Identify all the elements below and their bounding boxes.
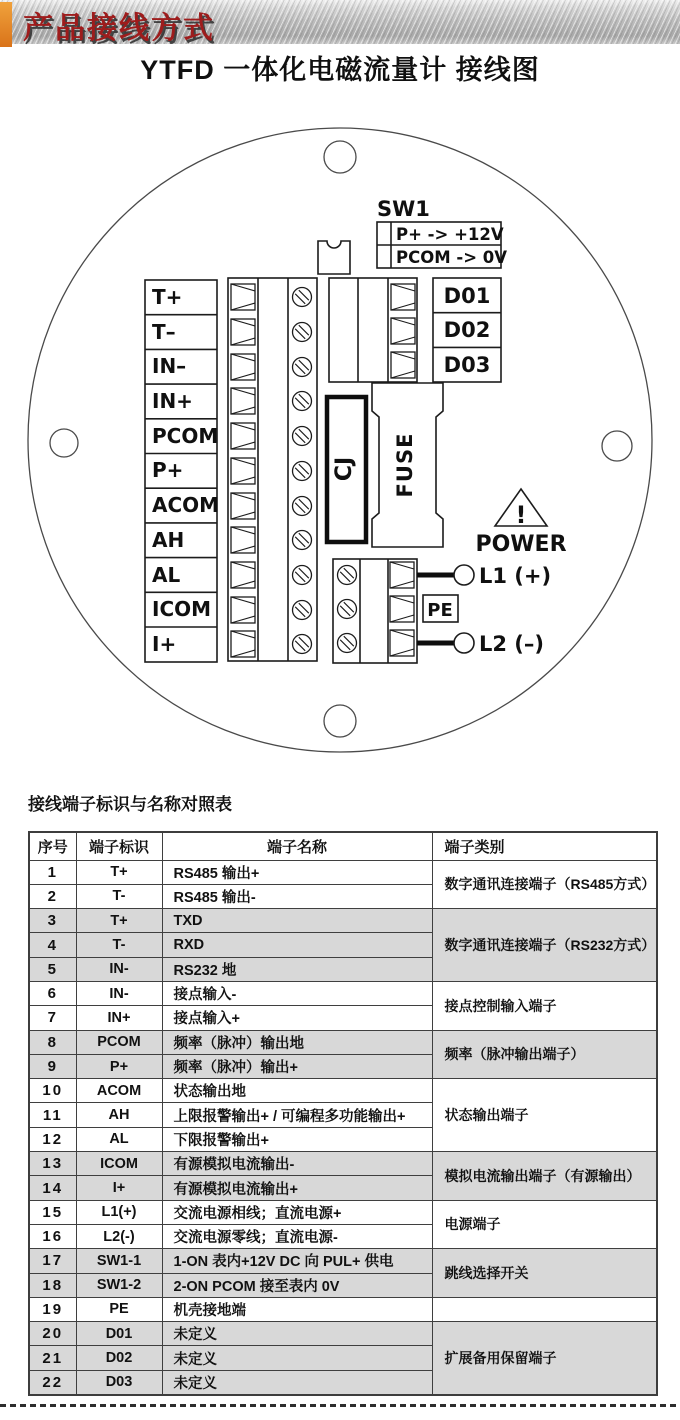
cell-no: 20 xyxy=(29,1322,76,1346)
cell-name: 未定义 xyxy=(162,1322,432,1346)
mounting-hole-right xyxy=(602,431,632,461)
cell-category: 数字通讯连接端子（RS485方式） xyxy=(432,860,657,909)
cell-no: 11 xyxy=(29,1103,76,1127)
screw-icon xyxy=(293,497,312,516)
cell-name: 有源模拟电流输出- xyxy=(162,1152,432,1176)
clamp-icon xyxy=(391,318,415,344)
cell-name: 未定义 xyxy=(162,1370,432,1394)
cell-name: 未定义 xyxy=(162,1346,432,1370)
cell-no: 22 xyxy=(29,1370,76,1394)
table-row xyxy=(29,1322,657,1346)
cell-name: 1-ON 表内+12V DC 向 PUL+ 供电 xyxy=(162,1249,432,1273)
screw-icon xyxy=(293,566,312,585)
l2-label: L2 (–) xyxy=(479,632,544,656)
cell-no: 5 xyxy=(29,957,76,981)
cell-id: L2(-) xyxy=(76,1224,162,1248)
terminal-label: PCOM xyxy=(152,424,219,448)
cell-id: D01 xyxy=(76,1322,162,1346)
clamp-icon xyxy=(231,423,255,449)
cell-id: SW1-2 xyxy=(76,1273,162,1297)
cell-name: 状态输出地 xyxy=(162,1079,432,1103)
cell-no: 8 xyxy=(29,1030,76,1054)
cell-name: RS485 输出- xyxy=(162,884,432,908)
screw-icon xyxy=(338,600,357,619)
terminal-label: IN– xyxy=(152,354,187,378)
cell-id: PCOM xyxy=(76,1030,162,1054)
screw-icon xyxy=(293,635,312,654)
terminal-label: AL xyxy=(152,563,181,587)
l2-wire-terminal xyxy=(454,633,474,653)
terminal-label: AH xyxy=(152,528,185,552)
mounting-hole-top xyxy=(324,141,356,173)
clamp-icon xyxy=(231,597,255,623)
cell-name: 交流电源零线；直流电源- xyxy=(162,1224,432,1248)
terminal-label: T– xyxy=(152,320,176,344)
clamp-icon xyxy=(231,319,255,345)
cell-id: T+ xyxy=(76,860,162,884)
cell-id: PE xyxy=(76,1297,162,1321)
table-row xyxy=(29,909,657,933)
cell-id: AH xyxy=(76,1103,162,1127)
terminal-label: P+ xyxy=(152,458,184,482)
cell-no: 6 xyxy=(29,981,76,1005)
cell-no: 16 xyxy=(29,1224,76,1248)
cell-no: 21 xyxy=(29,1346,76,1370)
cell-no: 19 xyxy=(29,1297,76,1321)
warning-exclamation: ! xyxy=(515,501,527,529)
mounting-hole-bottom xyxy=(324,705,356,737)
l1-wire-terminal xyxy=(454,565,474,585)
cell-no: 12 xyxy=(29,1127,76,1151)
cell-name: 下限报警输出+ xyxy=(162,1127,432,1151)
cell-name: 交流电源相线；直流电源+ xyxy=(162,1200,432,1224)
terminal-table xyxy=(28,831,658,1396)
page-title: YTFD 一体化电磁流量计 接线图 xyxy=(140,55,540,85)
cell-id: IN- xyxy=(76,981,162,1005)
cell-id: D03 xyxy=(76,1370,162,1394)
cell-id: L1(+) xyxy=(76,1200,162,1224)
cj-label: CJ xyxy=(332,456,357,482)
clamp-icon xyxy=(231,562,255,588)
cell-name: 频率（脉冲）输出+ xyxy=(162,1054,432,1078)
table-row xyxy=(29,1079,657,1103)
sw1-row2-label: PCOM -> 0V xyxy=(396,248,508,267)
cell-category: 扩展备用保留端子 xyxy=(432,1322,657,1395)
cell-no: 9 xyxy=(29,1054,76,1078)
clamp-icon xyxy=(231,527,255,553)
cell-no: 1 xyxy=(29,860,76,884)
cell-category: 接点控制输入端子 xyxy=(432,981,657,1030)
power-label: POWER xyxy=(475,532,567,557)
cell-category: 电源端子 xyxy=(432,1200,657,1249)
cell-id: I+ xyxy=(76,1176,162,1200)
clamp-icon xyxy=(231,458,255,484)
terminal-label: IN+ xyxy=(152,389,193,413)
clamp-icon xyxy=(391,352,415,378)
col-header-id: 端子标识 xyxy=(76,832,162,860)
table-row xyxy=(29,981,657,1005)
terminal-label: ACOM xyxy=(152,493,220,517)
cell-id: IN+ xyxy=(76,1006,162,1030)
screw-icon xyxy=(293,288,312,307)
cell-name: TXD xyxy=(162,909,432,933)
cell-no: 7 xyxy=(29,1006,76,1030)
cell-no: 14 xyxy=(29,1176,76,1200)
sw1-row1-label: P+ -> +12V xyxy=(396,225,504,244)
terminal-label: ICOM xyxy=(152,597,212,621)
cell-name: RS485 输出+ xyxy=(162,860,432,884)
terminal-label: D02 xyxy=(443,318,491,342)
screw-icon xyxy=(293,601,312,620)
screw-icon xyxy=(338,566,357,585)
screw-icon xyxy=(293,427,312,446)
clamp-icon xyxy=(391,284,415,310)
cell-name: RS232 地 xyxy=(162,957,432,981)
table-row xyxy=(29,860,657,884)
cell-name: 接点输入- xyxy=(162,981,432,1005)
jumper-component xyxy=(318,241,350,274)
l1-label: L1 (+) xyxy=(479,564,552,588)
cell-no: 17 xyxy=(29,1249,76,1273)
cell-category: 跳线选择开关 xyxy=(432,1249,657,1298)
cell-name: 有源模拟电流输出+ xyxy=(162,1176,432,1200)
cell-no: 3 xyxy=(29,909,76,933)
cell-name: 频率（脉冲）输出地 xyxy=(162,1030,432,1054)
terminal-label: I+ xyxy=(152,632,177,656)
cell-no: 4 xyxy=(29,933,76,957)
clamp-icon xyxy=(231,354,255,380)
pe-label: PE xyxy=(427,600,453,621)
screw-icon xyxy=(338,634,357,653)
sw1-title: SW1 xyxy=(377,197,430,221)
clamp-icon xyxy=(231,631,255,657)
clamp-icon xyxy=(390,630,414,656)
fuse-label: FUSE xyxy=(393,432,417,498)
col-header-category: 端子类别 xyxy=(432,832,657,860)
cell-id: T- xyxy=(76,884,162,908)
cell-no: 15 xyxy=(29,1200,76,1224)
clamp-icon xyxy=(231,493,255,519)
cell-no: 18 xyxy=(29,1273,76,1297)
clamp-icon xyxy=(231,388,255,414)
clamp-icon xyxy=(390,562,414,588)
clamp-icon xyxy=(390,596,414,622)
cell-id: AL xyxy=(76,1127,162,1151)
cell-category: 频率（脉冲输出端子） xyxy=(432,1030,657,1079)
cell-id: T- xyxy=(76,933,162,957)
cell-id: P+ xyxy=(76,1054,162,1078)
cell-no: 2 xyxy=(29,884,76,908)
terminal-label: D03 xyxy=(443,353,491,377)
cell-id: IN- xyxy=(76,957,162,981)
cell-name: 上限报警输出+ / 可编程多功能输出+ xyxy=(162,1103,432,1127)
screw-icon xyxy=(293,392,312,411)
clamp-icon xyxy=(231,284,255,310)
table-row xyxy=(29,1152,657,1176)
cell-name: 机壳接地端 xyxy=(162,1297,432,1321)
col-header-name: 端子名称 xyxy=(162,832,432,860)
cell-name: 2-ON PCOM 接至表内 0V xyxy=(162,1273,432,1297)
cell-category: 模拟电流输出端子（有源输出） xyxy=(432,1152,657,1201)
table-row xyxy=(29,1030,657,1054)
screw-icon xyxy=(293,462,312,481)
table-row xyxy=(29,1200,657,1224)
cell-no: 13 xyxy=(29,1152,76,1176)
table-row xyxy=(29,1297,657,1321)
cell-id: ACOM xyxy=(76,1079,162,1103)
cell-name: 接点输入+ xyxy=(162,1006,432,1030)
table-header-row xyxy=(29,832,657,860)
cell-id: SW1-1 xyxy=(76,1249,162,1273)
terminal-label: T+ xyxy=(152,285,183,309)
screw-icon xyxy=(293,531,312,550)
cell-category xyxy=(432,1297,657,1321)
col-header-no: 序号 xyxy=(29,832,76,860)
section-title: 产品接线方式 xyxy=(23,12,215,45)
cell-id: D02 xyxy=(76,1346,162,1370)
screw-icon xyxy=(293,358,312,377)
cell-id: T+ xyxy=(76,909,162,933)
cell-id: ICOM xyxy=(76,1152,162,1176)
terminal-label: D01 xyxy=(443,284,491,308)
page-divider-dashed-line xyxy=(0,1404,680,1407)
cell-category: 状态输出端子 xyxy=(432,1079,657,1152)
cell-name: RXD xyxy=(162,933,432,957)
table-row xyxy=(29,1249,657,1273)
cell-no: 10 xyxy=(29,1079,76,1103)
mounting-hole-left xyxy=(50,429,78,457)
screw-icon xyxy=(293,323,312,342)
table-caption: 接线端子标识与名称对照表 xyxy=(28,795,232,814)
cell-category: 数字通讯连接端子（RS232方式） xyxy=(432,909,657,982)
